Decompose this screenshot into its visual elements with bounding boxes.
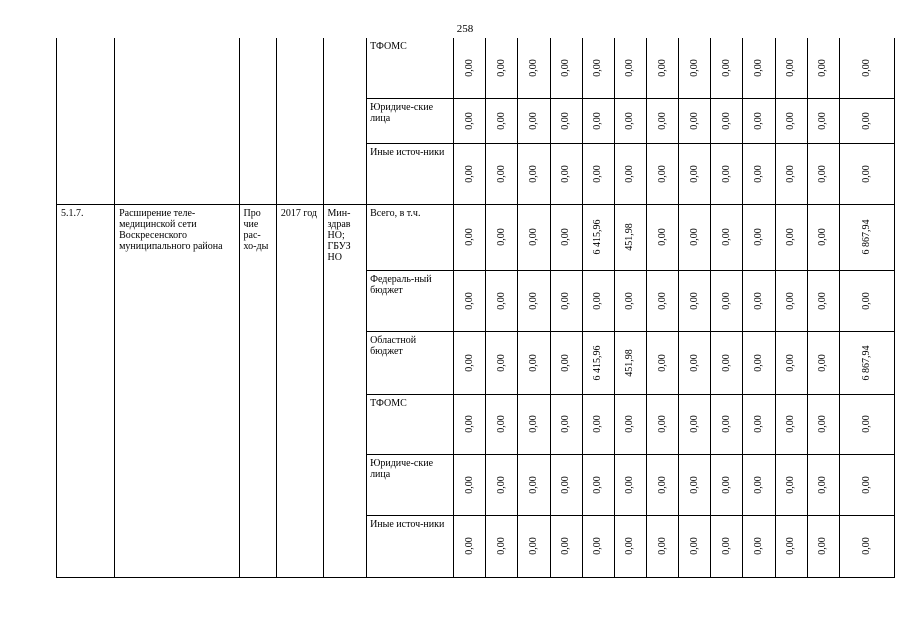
value-cell: 0,00: [624, 475, 636, 494]
value-cell: 0,00: [495, 415, 507, 433]
total-cell: 6 867,94: [860, 219, 872, 255]
value-cell: 0,00: [688, 475, 700, 494]
value-cell: 0,00: [688, 415, 700, 433]
value-cell: 0,00: [528, 475, 540, 494]
code-cell-empty: [57, 38, 115, 204]
value-cell: 0,00: [688, 537, 700, 555]
value-cell: 0,00: [592, 59, 604, 77]
value-cell: 0,00: [785, 475, 797, 494]
value-cell: 0,00: [817, 228, 829, 246]
value-cell: 0,00: [817, 291, 829, 310]
item-category: Про чие рас-хо-ды: [239, 204, 276, 577]
value-cell: 0,00: [528, 537, 540, 555]
value-cell: 0,00: [592, 537, 604, 555]
value-cell: 0,00: [528, 291, 540, 310]
value-cell: 0,00: [817, 111, 829, 130]
value-cell: 0,00: [817, 59, 829, 77]
value-cell: 0,00: [753, 537, 764, 555]
value-cell: 0,00: [560, 59, 572, 77]
value-cell: 0,00: [817, 164, 829, 183]
value-cell: 0,00: [753, 164, 764, 183]
value-cell: 0,00: [720, 537, 732, 555]
total-cell: 0,00: [860, 475, 872, 494]
value-cell: 0,00: [463, 415, 475, 433]
budget-table: [56, 38, 895, 578]
value-cell: 0,00: [753, 111, 764, 130]
total-cell: 0,00: [860, 415, 872, 433]
value-cell: 0,00: [688, 111, 700, 130]
value-cell: 0,00: [560, 111, 572, 130]
value-cell: 0,00: [463, 291, 475, 310]
total-cell: 0,00: [860, 291, 872, 310]
value-cell: 0,00: [528, 164, 540, 183]
value-cell: 0,00: [720, 111, 732, 130]
value-cell: 0,00: [528, 415, 540, 433]
value-cell: 0,00: [785, 415, 797, 433]
table-row: [57, 204, 895, 270]
total-cell: 6 867,94: [860, 345, 872, 380]
value-cell: 0,00: [463, 111, 475, 130]
value-cell: 0,00: [720, 415, 732, 433]
value-cell: 0,00: [463, 353, 475, 372]
value-cell: 0,00: [560, 537, 572, 555]
value-cell: 0,00: [753, 59, 764, 77]
year-cell-empty: [276, 38, 323, 204]
value-cell: 0,00: [720, 353, 732, 372]
value-cell: 0,00: [495, 228, 507, 246]
value-cell: 0,00: [463, 164, 475, 183]
value-cell: 0,00: [463, 59, 475, 77]
value-cell: 0,00: [560, 291, 572, 310]
value-cell: 0,00: [785, 164, 797, 183]
category-cell-empty: [239, 38, 276, 204]
executor-cell-empty: [323, 38, 367, 204]
value-cell: 0,00: [592, 415, 604, 433]
value-cell: 0,00: [720, 475, 732, 494]
total-cell: 0,00: [860, 59, 872, 77]
name-cell-empty: [115, 38, 239, 204]
value-cell: 0,00: [688, 59, 700, 77]
source-label: Юридиче-ские лица: [367, 98, 454, 143]
value-cell: 0,00: [560, 228, 572, 246]
value-cell: 0,00: [656, 475, 668, 494]
value-cell: 0,00: [656, 59, 668, 77]
value-cell: 0,00: [592, 291, 604, 310]
value-cell: 0,00: [592, 164, 604, 183]
value-cell: 0,00: [624, 59, 636, 77]
value-cell: 0,00: [495, 537, 507, 555]
value-cell: 451,98: [624, 348, 636, 377]
value-cell: 0,00: [560, 353, 572, 372]
page-number: 258: [456, 23, 474, 35]
value-cell: 0,00: [785, 59, 797, 77]
value-cell: 0,00: [560, 164, 572, 183]
value-cell: 0,00: [624, 111, 636, 130]
value-cell: 0,00: [495, 353, 507, 372]
value-cell: 0,00: [785, 353, 797, 372]
value-cell: 0,00: [817, 415, 829, 433]
value-cell: 0,00: [720, 59, 732, 77]
total-cell: 0,00: [860, 111, 872, 130]
value-cell: 0,00: [463, 475, 475, 494]
value-cell: 0,00: [495, 164, 507, 183]
value-cell: 0,00: [817, 475, 829, 494]
value-cell: 0,00: [688, 164, 700, 183]
item-year: 2017 год: [276, 204, 323, 577]
value-cell: 0,00: [624, 537, 636, 555]
value-cell: 0,00: [656, 164, 668, 183]
value-cell: 6 415,96: [592, 219, 604, 255]
value-cell: 0,00: [560, 475, 572, 494]
source-label: ТФОМС: [367, 394, 454, 454]
value-cell: 0,00: [656, 353, 668, 372]
value-cell: 0,00: [656, 111, 668, 130]
table-row: [57, 38, 895, 98]
value-cell: 0,00: [753, 475, 764, 494]
value-cell: 0,00: [688, 353, 700, 372]
value-cell: 0,00: [463, 228, 475, 246]
value-cell: 0,00: [463, 537, 475, 555]
source-label: Всего, в т.ч.: [367, 204, 454, 270]
value-cell: 0,00: [528, 111, 540, 130]
value-cell: 0,00: [560, 415, 572, 433]
value-cell: 0,00: [785, 228, 797, 246]
value-cell: 0,00: [528, 353, 540, 372]
value-cell: 0,00: [688, 291, 700, 310]
value-cell: 0,00: [753, 228, 764, 246]
source-label: Областной бюджет: [367, 331, 454, 394]
source-label: Иные источ-ники: [367, 515, 454, 577]
value-cell: 0,00: [495, 291, 507, 310]
value-cell: 0,00: [688, 228, 700, 246]
value-cell: 451,98: [624, 223, 636, 251]
value-cell: 0,00: [656, 291, 668, 310]
value-cell: 0,00: [592, 111, 604, 130]
value-cell: 0,00: [785, 537, 797, 555]
value-cell: 0,00: [720, 291, 732, 310]
value-cell: 0,00: [528, 59, 540, 77]
value-cell: 0,00: [528, 228, 540, 246]
source-label: ТФОМС: [367, 38, 454, 98]
value-cell: 0,00: [817, 537, 829, 555]
value-cell: 0,00: [656, 415, 668, 433]
source-label: Иные источ-ники: [367, 143, 454, 204]
value-cell: 0,00: [753, 291, 764, 310]
item-name: Расширение теле-медицинской сети Воскресенского муниципального района: [115, 204, 239, 577]
value-cell: 0,00: [656, 228, 668, 246]
value-cell: 0,00: [656, 537, 668, 555]
item-code: 5.1.7.: [57, 204, 115, 577]
value-cell: 0,00: [495, 475, 507, 494]
value-cell: 0,00: [753, 415, 764, 433]
total-cell: 0,00: [860, 164, 872, 183]
item-executor: Мин-здрав НО; ГБУЗ НО: [323, 204, 367, 577]
value-cell: 0,00: [785, 111, 797, 130]
total-cell: 0,00: [860, 537, 872, 555]
value-cell: 0,00: [720, 228, 732, 246]
value-cell: 0,00: [624, 291, 636, 310]
value-cell: 0,00: [495, 59, 507, 77]
source-label: Федераль-ный бюджет: [367, 270, 454, 331]
value-cell: 0,00: [720, 164, 732, 183]
value-cell: 6 415,96: [592, 345, 604, 380]
value-cell: 0,00: [624, 164, 636, 183]
value-cell: 0,00: [785, 291, 797, 310]
value-cell: 0,00: [592, 475, 604, 494]
value-cell: 0,00: [817, 353, 829, 372]
value-cell: 0,00: [495, 111, 507, 130]
value-cell: 0,00: [624, 415, 636, 433]
value-cell: 0,00: [753, 353, 764, 372]
source-label: Юридиче-ские лица: [367, 454, 454, 515]
